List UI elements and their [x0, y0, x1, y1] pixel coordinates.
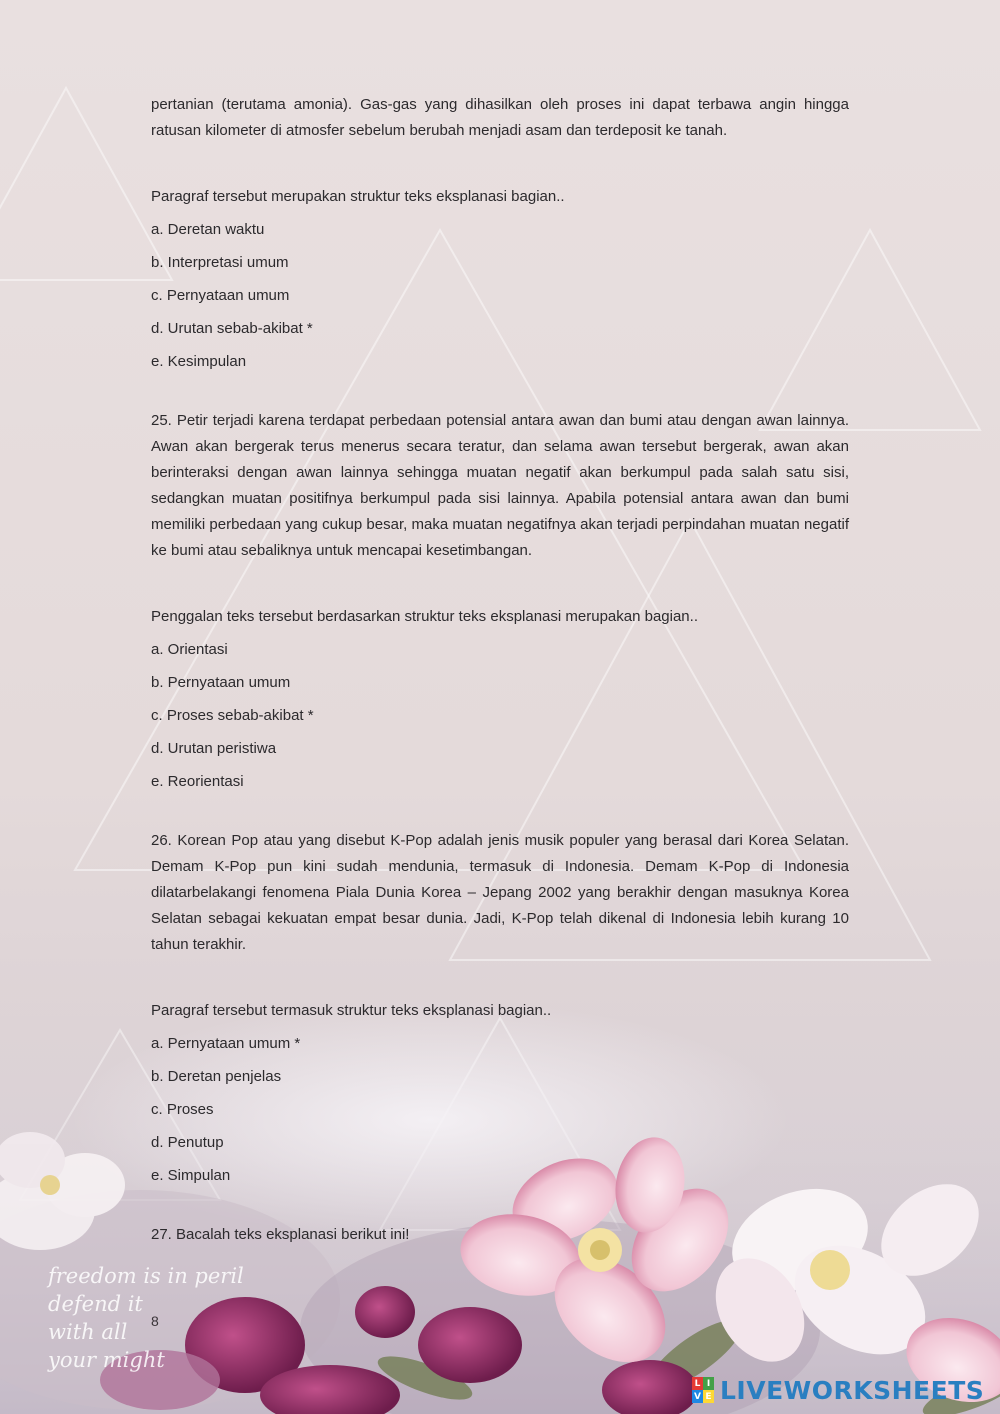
script-line: with all	[48, 1320, 128, 1344]
worksheet-content	[151, 92, 849, 1248]
script-quote	[48, 1262, 244, 1374]
question-25-option-d[interactable]: d. Urutan peristiwa	[151, 740, 277, 757]
liveworksheets-brand[interactable]	[692, 1374, 984, 1406]
question-26-option-e[interactable]: e. Simpulan	[151, 1167, 231, 1184]
question-26-passage: 26. Korean Pop atau yang disebut K-Pop adalah jenis musik populer yang berasal dari Korea Selatan. Demam K-Pop pun kini sudah mendunia, termasuk di Indonesia. Demam K-Pop di Indonesia dilatarbelakangi fenomena Piala Dunia Korea – Jepang 2002 yang berakhir dengan masuknya Korea Selatan sebagai kekuatan empat besar dunia. Jadi, K-Pop telah dikenal di Indonesia lebih kurang 10 tahun terakhir.	[151, 832, 849, 953]
question-25-option-c[interactable]: c. Proses sebab-akibat *	[151, 707, 314, 724]
question-27-heading: 27. Bacalah teks eksplanasi berikut ini!	[151, 1226, 410, 1243]
brand-name: LIVEWORKSHEETS	[720, 1375, 985, 1405]
question-24-prompt: Paragraf tersebut merupakan struktur teks eksplanasi bagian..	[151, 188, 565, 205]
logo-letter: L	[692, 1377, 703, 1390]
question-25-passage: 25. Petir terjadi karena terdapat perbedaan potensial antara awan dan bumi atau dengan awan lainnya. Awan akan bergerak terus menerus secara teratur, dan selama awan tersebut bergerak, awan akan berinteraksi dengan awan lainnya sehingga muatan negatif akan berkumpul pada salah satu sisi, sedangkan muatan positifnya berkumpul pada sisi lainnya. Apabila potensial antara awan dan bumi memiliki perbedaan yang cukup besar, maka muatan negatifnya akan terjadi perpindahan muatan negatif ke bumi atau sebaliknya untuk mencapai kesetimbangan.	[151, 412, 849, 559]
question-25-option-a[interactable]: a. Orientasi	[151, 641, 228, 658]
logo-letter: I	[703, 1377, 714, 1390]
question-24-option-c[interactable]: c. Pernyataan umum	[151, 287, 290, 304]
logo-letter: V	[692, 1390, 703, 1403]
question-24-option-a[interactable]: a. Deretan waktu	[151, 221, 265, 238]
script-line: freedom is in peril	[48, 1264, 244, 1288]
page-number: 8	[151, 1313, 159, 1329]
question-26-option-d[interactable]: d. Penutup	[151, 1134, 224, 1151]
liveworksheets-logo-icon	[692, 1377, 714, 1403]
question-26-option-c[interactable]: c. Proses	[151, 1101, 214, 1118]
question-26-option-a[interactable]: a. Pernyataan umum *	[151, 1035, 301, 1052]
question-25-option-b[interactable]: b. Pernyataan umum	[151, 674, 291, 691]
question-24-option-b[interactable]: b. Interpretasi umum	[151, 254, 289, 271]
logo-letter: E	[703, 1390, 714, 1403]
question-26-option-b[interactable]: b. Deretan penjelas	[151, 1068, 282, 1085]
question-24-option-e[interactable]: e. Kesimpulan	[151, 353, 247, 370]
question-25-prompt: Penggalan teks tersebut berdasarkan struktur teks eksplanasi merupakan bagian..	[151, 608, 698, 625]
question-26-prompt: Paragraf tersebut termasuk struktur teks eksplanasi bagian..	[151, 1002, 552, 1019]
question-24-option-d[interactable]: d. Urutan sebab-akibat *	[151, 320, 313, 337]
script-line: your might	[48, 1348, 165, 1372]
intro-paragraph: pertanian (terutama amonia). Gas-gas yang dihasilkan oleh proses ini dapat terbawa angin hingga ratusan kilometer di atmosfer sebelum berubah menjadi asam dan terdeposit ke tanah.	[151, 96, 849, 139]
question-25-option-e[interactable]: e. Reorientasi	[151, 773, 244, 790]
script-line: defend it	[48, 1292, 143, 1316]
